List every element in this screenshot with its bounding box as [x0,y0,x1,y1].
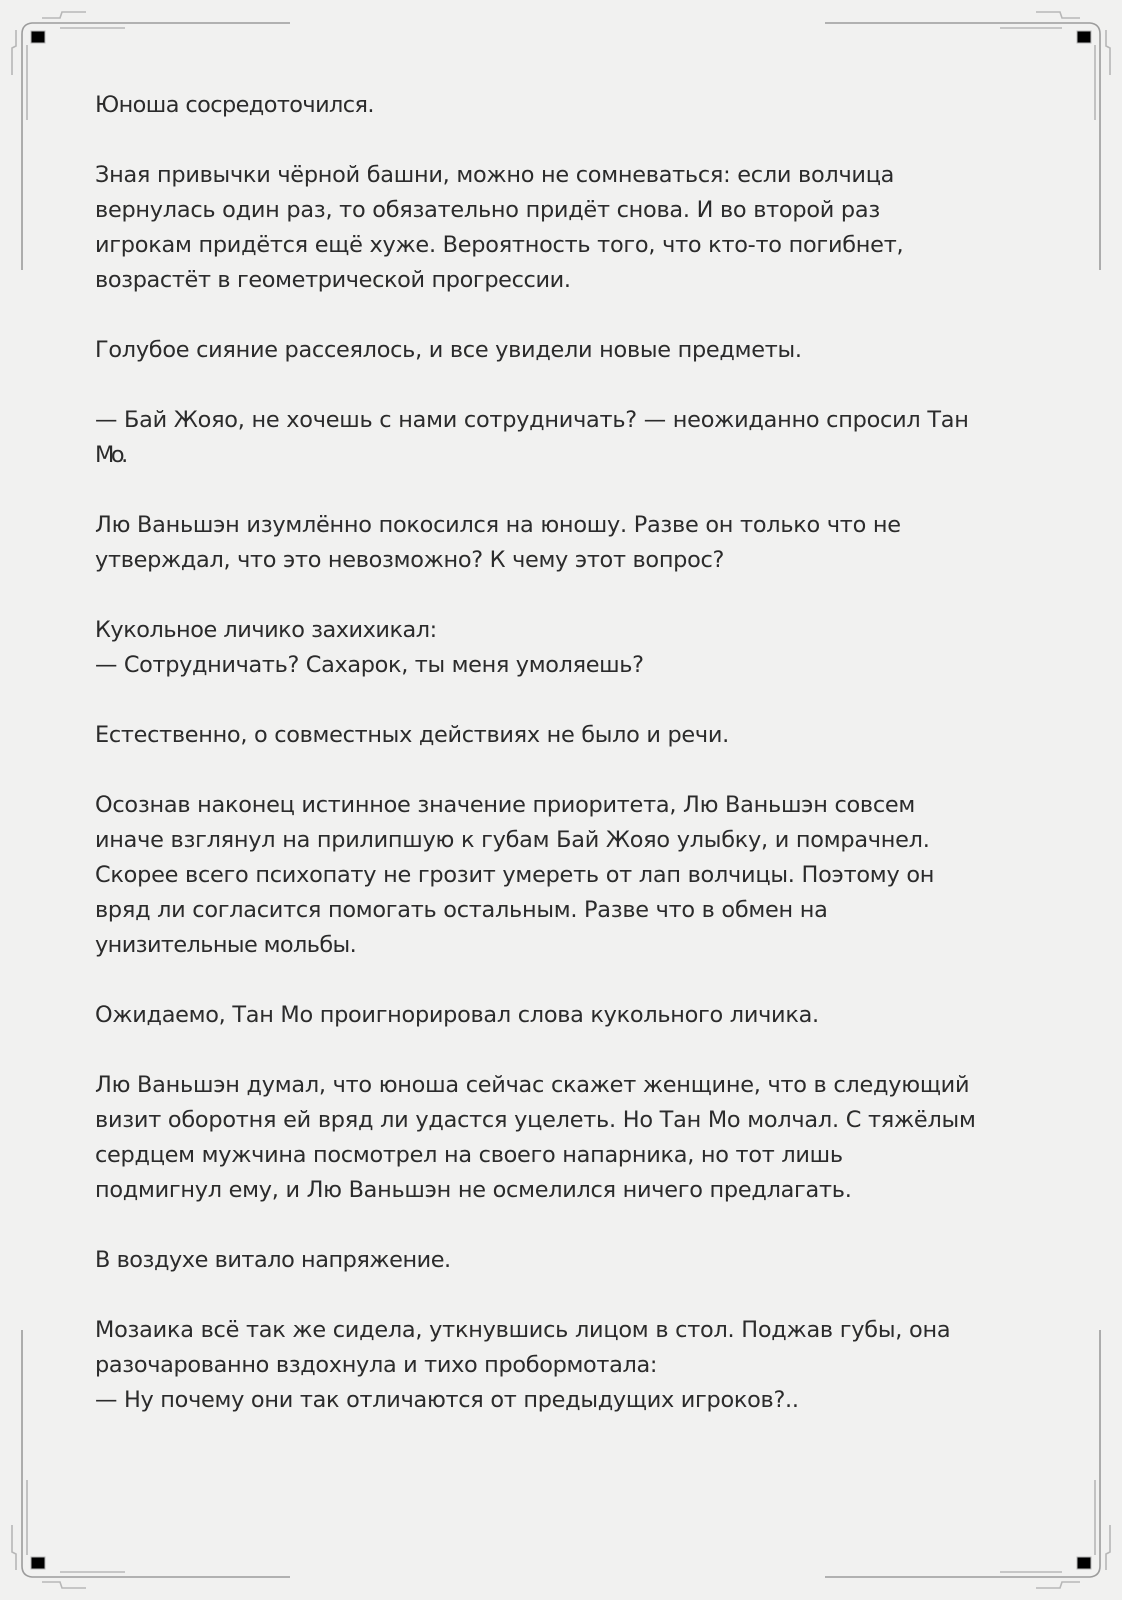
paragraph [95,1243,1035,1278]
paragraph [95,998,1035,1033]
paragraph [95,788,1035,963]
text-line: игрокам придётся ещё хуже. Вероятность того, что кто-то погибнет, [95,232,904,258]
text-line: Лю Ваньшэн изумлённо покосился на юношу. Разве он только что не [95,512,901,538]
text-line: Мо. [95,442,125,468]
text-line: вернулась один раз, то обязательно придёт снова. И во второй раз [95,197,880,223]
paragraph [95,158,1035,298]
paragraph [95,333,1035,368]
text-line: — Ну почему они так отличаются от предыдущих игроков?.. [95,1387,799,1413]
text-line: сердцем мужчина посмотрел на своего напарника, но тот лишь [95,1142,843,1168]
text-line: вряд ли согласится помогать остальным. Разве что в обмен на [95,897,828,923]
text-line: Зная привычки чёрной башни, можно не сомневаться: если волчица [95,162,895,188]
text-line: Лю Ваньшэн думал, что юноша сейчас скажет женщине, что в следующий [95,1072,970,1098]
paragraph [95,613,1035,683]
text-line: визит оборотня ей вряд ли удастся уцелеть. Но Тан Мо молчал. С тяжёлым [95,1107,976,1133]
document-body [95,88,1035,1453]
text-line: Скорее всего психопату не грозит умереть от лап волчицы. Поэтому он [95,862,935,888]
text-line: Ожидаемо, Тан Мо проигнорировал слова кукольного личика. [95,1002,819,1028]
text-line: возрастёт в геометрической прогрессии. [95,267,571,293]
text-line: — Сотрудничать? Сахарок, ты меня умоляешь? [95,652,644,678]
text-line: Естественно, о совместных действиях не было и речи. [95,722,729,748]
paragraph [95,88,1035,123]
text-line: унизительные мольбы. [95,932,357,958]
text-line: Голубое сияние рассеялось, и все увидели новые предметы. [95,337,802,363]
text-line: подмигнул ему, и Лю Ваньшэн не осмелился ничего предлагать. [95,1177,852,1203]
paragraph [95,1068,1035,1208]
paragraph [95,1313,1035,1418]
text-line: Мозаика всё так же сидела, уткнувшись лицом в стол. Поджав губы, она [95,1317,951,1343]
text-line: Кукольное личико захихикал: [95,617,437,643]
text-line: разочарованно вздохнула и тихо пробормотала: [95,1352,658,1378]
paragraph [95,403,1035,473]
paragraph [95,508,1035,578]
text-line: — Бай Жояо, не хочешь с нами сотрудничать? — неожиданно спросил Тан [95,407,969,433]
text-line: Осознав наконец истинное значение приоритета, Лю Ваньшэн совсем [95,792,916,818]
text-line: утверждал, что это невозможно? К чему этот вопрос? [95,547,725,573]
text-line: иначе взглянул на прилипшую к губам Бай Жояо улыбку, и помрачнел. [95,827,930,853]
text-line: Юноша сосредоточился. [95,92,374,118]
text-line: В воздухе витало напряжение. [95,1247,451,1273]
paragraph [95,718,1035,753]
